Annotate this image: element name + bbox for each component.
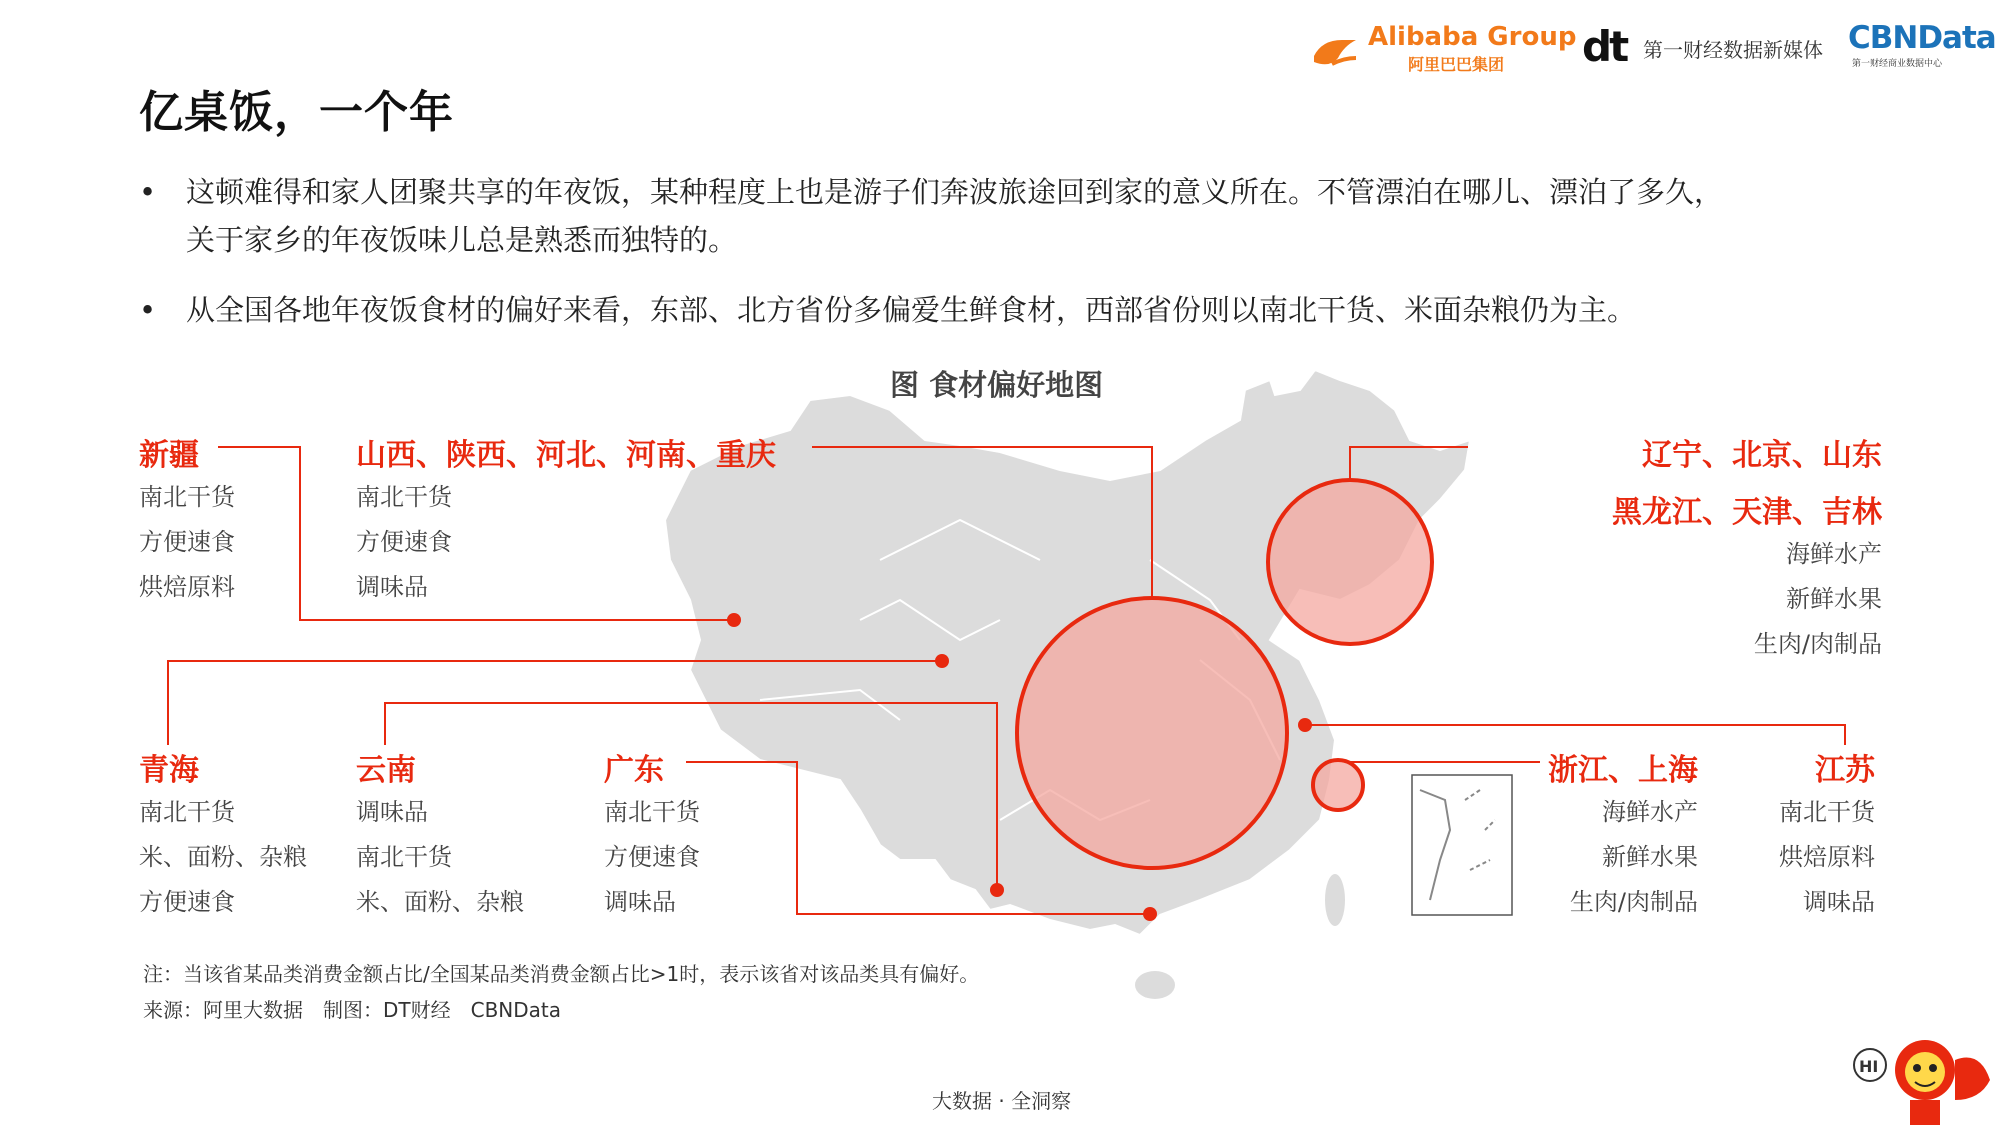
list-item: 调味品 bbox=[604, 888, 676, 916]
qinghai-dot bbox=[935, 654, 949, 668]
dt-logo: dt bbox=[1582, 22, 1627, 71]
list-item: 南北干货 bbox=[139, 798, 235, 826]
region-label-northeast-2: 黑龙江、天津、吉林 bbox=[1612, 495, 1882, 530]
region-label-xinjiang: 新疆 bbox=[139, 438, 199, 473]
region-items-qinghai bbox=[139, 790, 307, 925]
yunnan-dot bbox=[990, 883, 1004, 897]
region-items-jiangsu bbox=[1779, 790, 1875, 925]
list-item: 南北干货 bbox=[1779, 798, 1875, 826]
list-item: 方便速食 bbox=[356, 528, 452, 556]
list-item: 调味品 bbox=[1803, 888, 1875, 916]
region-label-guangdong: 广东 bbox=[604, 753, 664, 788]
list-item: 南北干货 bbox=[139, 483, 235, 511]
footer-text: 大数据 · 全洞察 bbox=[932, 1089, 1072, 1113]
region-items-northeast bbox=[1754, 532, 1882, 667]
taiwan-island bbox=[1325, 874, 1345, 926]
list-item: 调味品 bbox=[356, 573, 428, 601]
region-label-yunnan: 云南 bbox=[356, 753, 416, 788]
shanghai-circle bbox=[1313, 760, 1363, 810]
connector-jiangsu bbox=[1305, 725, 1845, 745]
region-items-central bbox=[356, 475, 452, 610]
list-item: 调味品 bbox=[356, 798, 428, 826]
guangdong-dot bbox=[1143, 907, 1157, 921]
bullet-1-line-1: 这顿难得和家人团聚共享的年夜饭，某种程度上也是游子们奔波旅途回到家的意义所在。不管漂泊在哪儿、漂泊了多久， bbox=[186, 175, 1724, 209]
region-label-central: 山西、陕西、河北、河南、重庆 bbox=[356, 438, 776, 473]
region-label-northeast-1: 辽宁、北京、山东 bbox=[1642, 438, 1882, 473]
jiangsu-dot bbox=[1298, 718, 1312, 732]
hainan-island bbox=[1135, 971, 1175, 999]
bullet-dot: • bbox=[139, 175, 157, 209]
mascot-hi-text: HI bbox=[1859, 1057, 1879, 1076]
cbndata-sub-logo: 第一财经商业数据中心 bbox=[1852, 59, 1943, 69]
list-item: 南北干货 bbox=[604, 798, 700, 826]
list-item: 新鲜水果 bbox=[1786, 585, 1882, 613]
figure-title: 图 食材偏好地图 bbox=[890, 368, 1104, 402]
list-item: 生肉/肉制品 bbox=[1569, 888, 1698, 916]
list-item: 南北干货 bbox=[356, 843, 452, 871]
list-item: 烘焙原料 bbox=[1779, 843, 1875, 871]
xinjiang-dot bbox=[727, 613, 741, 627]
list-item: 方便速食 bbox=[139, 528, 235, 556]
bullet-dot: • bbox=[139, 293, 157, 327]
list-item: 生肉/肉制品 bbox=[1753, 630, 1882, 658]
region-label-qinghai: 青海 bbox=[139, 753, 199, 788]
list-item: 方便速食 bbox=[604, 843, 700, 871]
page-title: 亿桌饭，一个年 bbox=[139, 87, 454, 138]
list-item: 海鲜水产 bbox=[1602, 798, 1698, 826]
region-items-yunnan bbox=[356, 790, 524, 925]
cbndata-logo: CBNData bbox=[1848, 20, 1996, 56]
south-china-sea-inset bbox=[1412, 775, 1512, 915]
lion-mascot-icon bbox=[1840, 1030, 2000, 1125]
region-items-xinjiang bbox=[139, 475, 235, 610]
central-circle bbox=[1017, 598, 1287, 868]
alibaba-logo: Alibaba Group bbox=[1368, 22, 1577, 52]
region-items-guangdong bbox=[604, 790, 700, 925]
list-item: 米、面粉、杂粮 bbox=[139, 843, 307, 871]
list-item: 新鲜水果 bbox=[1602, 843, 1698, 871]
bullet-1-line-2: 关于家乡的年夜饭味儿总是熟悉而独特的。 bbox=[186, 223, 738, 257]
region-label-jiangsu: 江苏 bbox=[1815, 753, 1875, 788]
alibaba-cn-logo: 阿里巴巴集团 bbox=[1408, 55, 1505, 74]
region-label-zhejiang: 浙江、上海 bbox=[1548, 753, 1698, 788]
list-item: 方便速食 bbox=[139, 888, 235, 916]
dt-logo-text: 第一财经数据新媒体 bbox=[1643, 38, 1823, 62]
list-item: 南北干货 bbox=[356, 483, 452, 511]
list-item: 烘焙原料 bbox=[139, 573, 235, 601]
chart-note: 注：当该省某品类消费金额占比/全国某品类消费金额占比>1时，表示该省对该品类具有偏好。 bbox=[143, 962, 980, 986]
bullet-2-line-1: 从全国各地年夜饭食材的偏好来看，东部、北方省份多偏爱生鲜食材，西部省份则以南北干货、米面杂粮仍为主。 bbox=[186, 293, 1637, 327]
list-item: 海鲜水产 bbox=[1786, 540, 1882, 568]
chart-source: 来源：阿里大数据 制图：DT财经 CBNData bbox=[143, 998, 562, 1022]
region-items-zhejiang bbox=[1570, 790, 1698, 925]
north-east-circle bbox=[1268, 480, 1432, 644]
list-item: 米、面粉、杂粮 bbox=[356, 888, 524, 916]
